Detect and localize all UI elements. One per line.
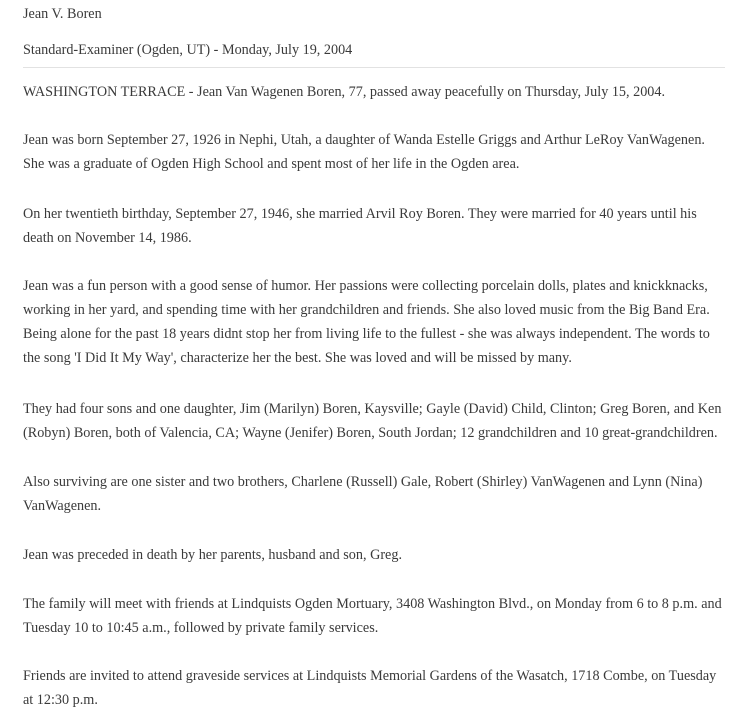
publication-source-line: Standard-Examiner (Ogden, UT) - Monday, July 19, 2004 — [23, 42, 353, 58]
paragraph-birth: Jean was born September 27, 1926 in Nephi, Utah, a daughter of Wanda Estelle Griggs and Arthur LeRoy VanWagenen. She was a graduate of Ogden High School and spent most of her life in the Ogden area. — [23, 132, 705, 172]
obituary-title: Jean V. Boren — [23, 6, 102, 22]
paragraph-children: They had four sons and one daughter, Jim (Marilyn) Boren, Kaysville; Gayle (David) Child, Clinton; Greg Boren, and Ken (Robyn) Boren, both of Valencia, CA; Wayne (Jenifer) Boren, South Jordan; 12 grandchildren and 10 great-grandchildren. — [23, 401, 722, 441]
paragraph-announcement: WASHINGTON TERRACE - Jean Van Wagenen Boren, 77, passed away peacefully on Thursday, July 15, 2004. — [23, 84, 666, 100]
paragraph-personality: Jean was a fun person with a good sense of humor. Her passions were collecting porcelain dolls, plates and knickknacks, working in her yard, and spending time with her grandchildren and friends. She also loved music from the Big Band Era. Being alone for the past 18 years didnt stop her from living life to the fullest - she was always independent. The words to the song 'I Did It My Way', characterize her the best. She was loved and will be missed by many. — [23, 278, 710, 366]
paragraph-graveside: Friends are invited to attend graveside services at Lindquists Memorial Gardens of the Wasatch, 1718 Combe, on Tuesday at 12:30 p.m. — [23, 668, 717, 708]
header-divider — [23, 67, 725, 68]
paragraph-preceded: Jean was preceded in death by her parents, husband and son, Greg. — [23, 547, 402, 563]
paragraph-marriage: On her twentieth birthday, September 27, 1946, she married Arvil Roy Boren. They were married for 40 years until his death on November 14, 1986. — [23, 206, 697, 246]
paragraph-siblings: Also surviving are one sister and two brothers, Charlene (Russell) Gale, Robert (Shirley) VanWagenen and Lynn (Nina) VanWagenen. — [23, 474, 703, 514]
paragraph-viewing: The family will meet with friends at Lindquists Ogden Mortuary, 3408 Washington Blvd., on Monday from 6 to 8 p.m. and Tuesday 10 to 10:45 a.m., followed by private family services. — [23, 596, 722, 636]
